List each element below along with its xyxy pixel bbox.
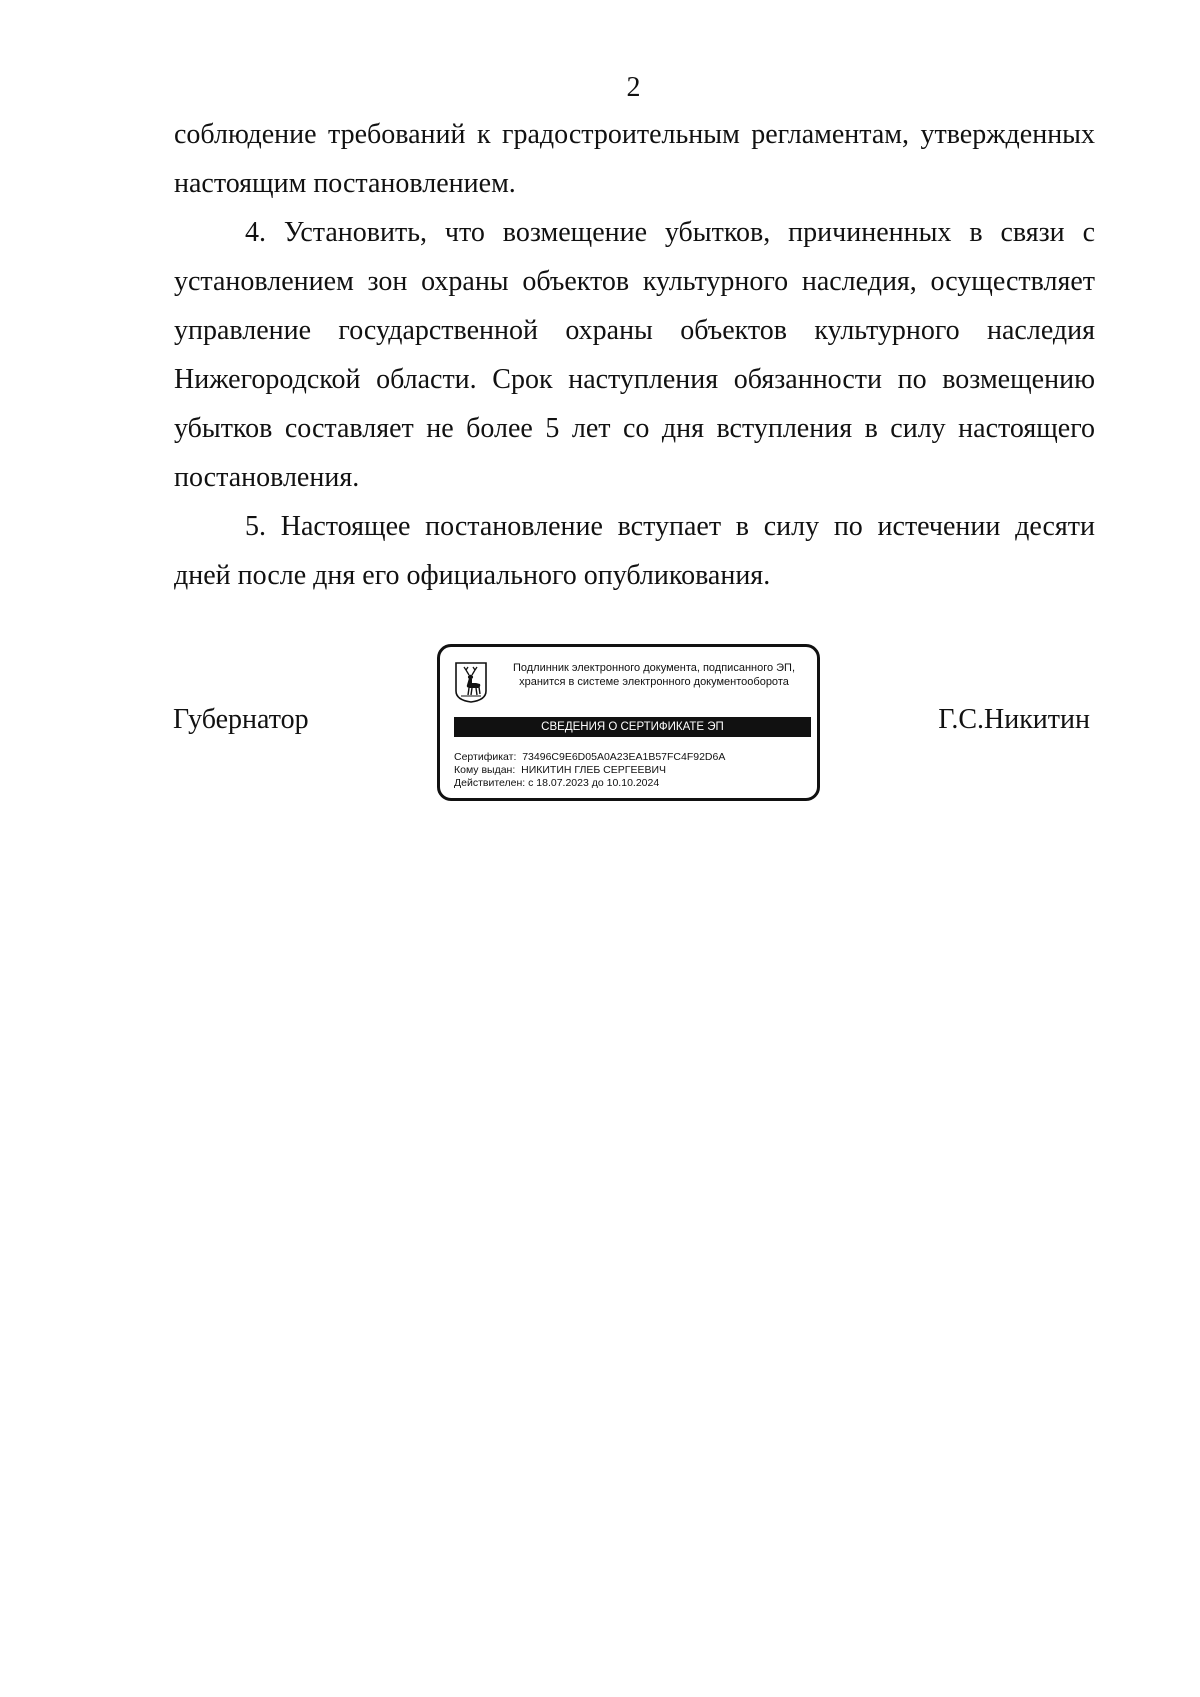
signatory-position: Губернатор [173,704,309,735]
certificate-info-bar: СВЕДЕНИЯ О СЕРТИФИКАТЕ ЭП [454,717,811,737]
document-body [174,110,1095,600]
certificate-value: 73496C9E6D05A0A23EA1B57FC4F92D6A [522,751,726,763]
issued-to-value: НИКИТИН ГЛЕБ СЕРГЕЕВИЧ [521,764,667,776]
page-number: 2 [626,72,641,103]
signatory-name: Г.С.Никитин [938,704,1090,735]
certificate-details [454,751,725,790]
valid-row [454,777,725,790]
stamp-header [494,661,814,689]
paragraph-item-4: 4. Установить, что возмещение убытков, причиненных в связи с установлением зон охраны объектов культурного наследия, осуществляет управление государственной охраны объектов культурного наследия Нижегородской области. Срок наступления обязанности по возмещению убытков составляет не более 5 лет со дня вступления в силу настоящего постановления. [174,217,1095,493]
paragraph-continuation: соблюдение требований к градостроительным регламентам, утвержденных настоящим постановлением. [174,119,1095,199]
issued-to-label: Кому выдан: [454,764,516,776]
electronic-signature-stamp [437,644,820,801]
valid-value: с 18.07.2023 до 10.10.2024 [528,777,660,789]
paragraph-item-5: 5. Настоящее постановление вступает в силу по истечении десяти дней после дня его официального опубликования. [174,511,1095,591]
signature-block [0,640,1200,810]
stamp-header-line-2: хранится в системе электронного документооборота [519,676,789,688]
certificate-label: Сертификат: [454,751,517,763]
deer-emblem-icon [454,661,488,703]
issued-to-row [454,764,725,777]
stamp-header-line-1: Подлинник электронного документа, подписанного ЭП, [512,662,796,674]
certificate-row [454,751,725,764]
valid-label: Действителен: [454,777,526,789]
